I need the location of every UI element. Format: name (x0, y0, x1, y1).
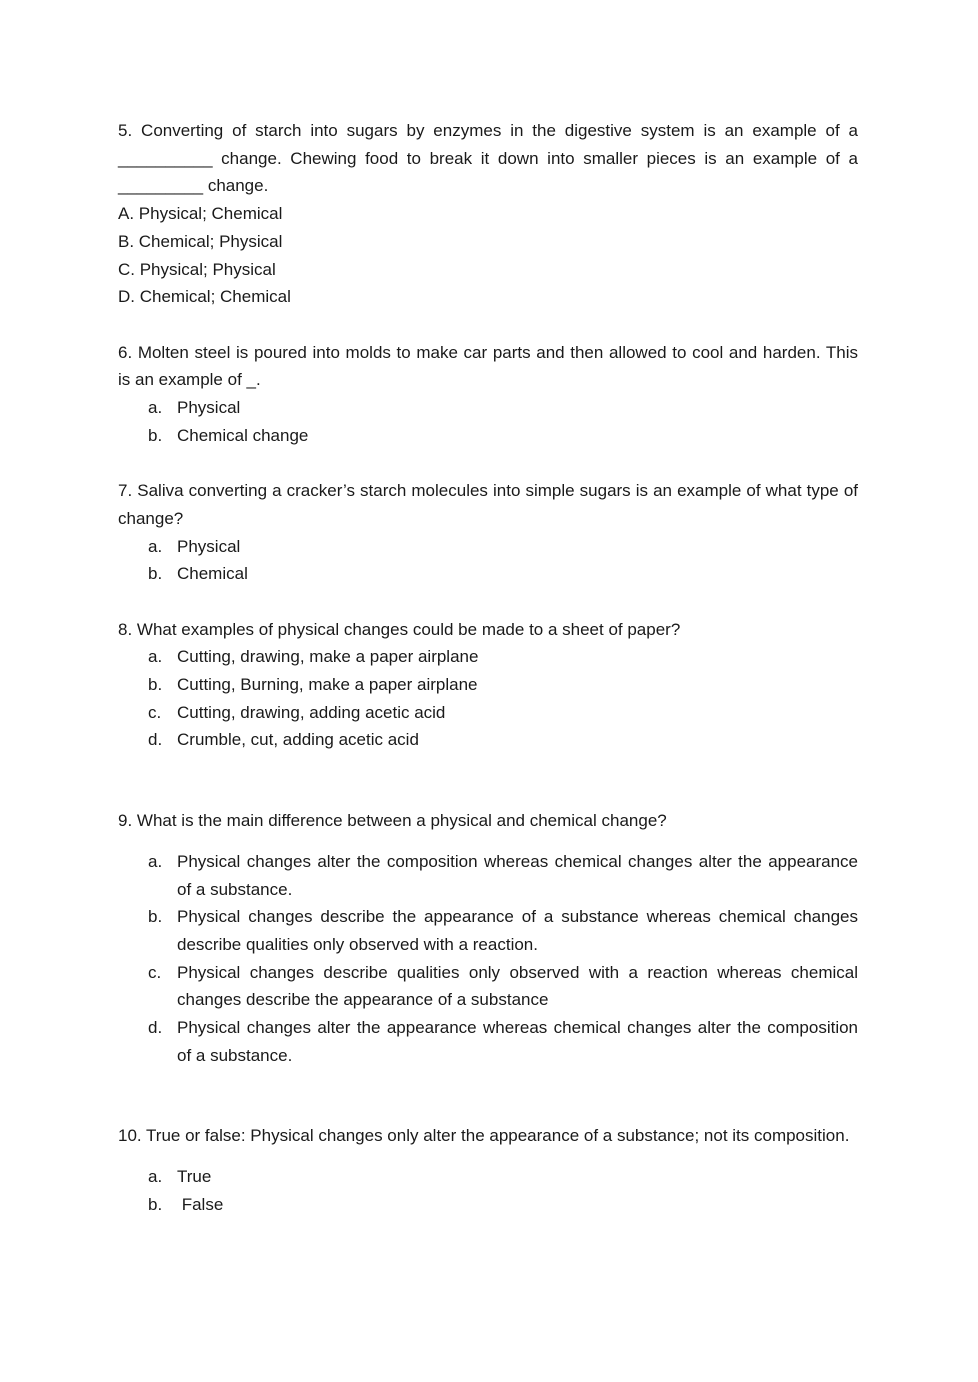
worksheet-page (118, 117, 858, 1219)
question-6-option-a (118, 394, 858, 422)
option-text: False (177, 1194, 224, 1214)
option-letter: c. (148, 702, 162, 722)
question-7-options (118, 533, 858, 588)
question-7-option-a (118, 533, 858, 561)
option-letter: b. (148, 675, 163, 695)
option-text: Physical changes describe qualities only observed with a reaction whereas chemical changes describe the appearance of a substance (177, 962, 858, 1010)
option-text: Cutting, drawing, make a paper airplane (177, 647, 479, 667)
question-6-text: 6. Molten steel is poured into molds to make car parts and then allowed to cool and harden. This is an example of _. (118, 342, 858, 390)
question-8-option-c (118, 699, 858, 727)
option-text: True (177, 1167, 212, 1187)
option-letter: c. (148, 962, 162, 982)
question-10-option-a (118, 1163, 858, 1191)
option-letter: a. (148, 1167, 163, 1187)
option-text: Chemical change (177, 425, 309, 445)
question-5-text: 5. Converting of starch into sugars by enzymes in the digestive system is an example of a __________ change. Chewing food to break it down into smaller pieces is an example of a _________ change. (118, 121, 858, 196)
option-text: Physical changes describe the appearance of a substance whereas chemical changes describe qualities only observed with a reaction. (177, 907, 858, 954)
option-letter: b. (148, 564, 163, 584)
question-9-option-b (118, 903, 858, 958)
question-9-text: 9. What is the main difference between a physical and chemical change? (118, 811, 667, 831)
option-text: Cutting, Burning, make a paper airplane (177, 675, 478, 695)
option-letter: a. (148, 536, 163, 556)
question-5-option-c: C. Physical; Physical (118, 259, 276, 279)
question-8-option-b (118, 671, 858, 699)
question-8-text: 8. What examples of physical changes could be made to a sheet of paper? (118, 619, 681, 639)
question-9-option-c (118, 959, 858, 1014)
question-8-option-a (118, 643, 858, 671)
option-letter: a. (148, 647, 163, 667)
option-letter: a. (148, 851, 163, 871)
question-10-option-b (118, 1191, 858, 1219)
option-letter: d. (148, 730, 163, 750)
option-letter: d. (148, 1018, 163, 1038)
question-7-text: 7. Saliva converting a cracker’s starch molecules into simple sugars is an example of what type of change? (118, 481, 858, 528)
question-7-option-b (118, 560, 858, 588)
question-9-option-d (118, 1014, 858, 1069)
question-5-option-b: B. Chemical; Physical (118, 231, 283, 251)
question-6-options (118, 394, 858, 449)
option-text: Physical changes alter the appearance whereas chemical changes alter the composition of a substance. (177, 1018, 858, 1065)
question-8-option-d (118, 726, 858, 754)
question-8-options (118, 643, 858, 754)
question-10-text: 10. True or false: Physical changes only alter the appearance of a substance; not its composition. (118, 1126, 850, 1146)
option-letter: a. (148, 398, 163, 418)
option-text: Crumble, cut, adding acetic acid (177, 730, 419, 750)
option-text: Cutting, drawing, adding acetic acid (177, 702, 446, 722)
option-letter: b. (148, 1194, 163, 1214)
question-6-option-b (118, 422, 858, 450)
question-9-option-a (118, 848, 858, 903)
question-5-option-a: A. Physical; Chemical (118, 204, 283, 224)
option-text: Chemical (177, 564, 248, 584)
option-letter: b. (148, 907, 163, 927)
question-9-options (118, 848, 858, 1070)
option-text: Physical (177, 398, 241, 418)
option-text: Physical changes alter the composition whereas chemical changes alter the appearance of a substance. (177, 851, 858, 899)
option-text: Physical (177, 536, 241, 556)
question-5-option-d: D. Chemical; Chemical (118, 287, 291, 307)
question-10-options (118, 1163, 858, 1218)
option-letter: b. (148, 425, 163, 445)
